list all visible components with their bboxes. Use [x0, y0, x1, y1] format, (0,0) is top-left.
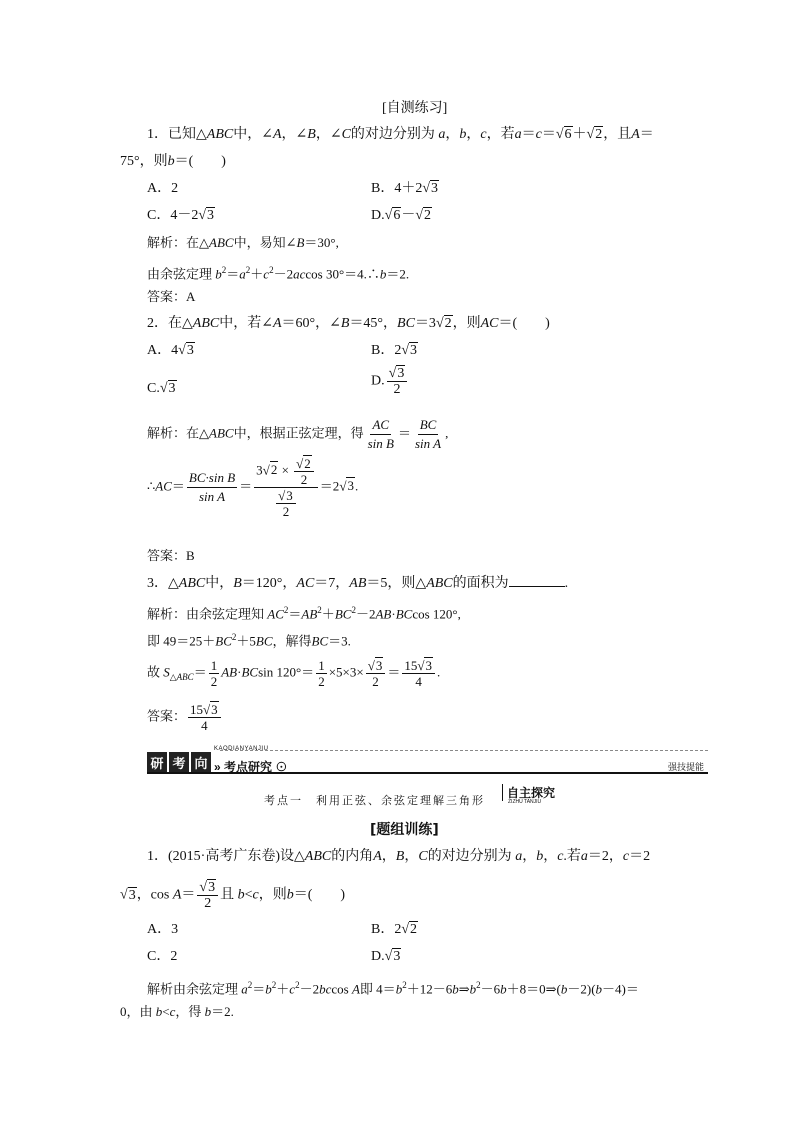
q3-stem: 3．△ABC中，B＝120°，AC＝7，AB＝5，则△ABC的面积为 .: [147, 576, 569, 591]
s2q1-solution-line1: 解析由余弦定理 $a^2=b^2+c^2-2bccos$ A即 $4=b^2+12-6b\Rightarrow b^2-6b+8=0\Rightarrow(b-2)(b-4)=$: [147, 980, 639, 997]
banner-right-label: 强技提能: [668, 762, 705, 772]
q2-option-d: D. $\frac{√3}{2}$: [371, 366, 409, 397]
s2q1-option-b: B．2√2: [371, 922, 418, 937]
q1-line2: 75°，则b＝( ): [120, 154, 226, 169]
q3-answer: 答案： $\frac{15√3}{4}$: [147, 702, 223, 733]
q1-solution-line1: 解析：在△ABC中，易知∠B＝30°,: [147, 235, 339, 250]
banner-underline: [147, 772, 708, 774]
q2-solution-line1: 解析：在△ABC中，根据正弦定理，得 $\frac{AC}{\text{sin B}}$ ＝ $\frac{BC}{\text{sin A}}$ ,: [147, 417, 449, 451]
q1-option-a: A．2: [147, 181, 179, 196]
s2q1-line2: √3，cos A＝ $\frac{√3}{2}$ 且 b<c，则b＝( ): [120, 880, 346, 911]
q2-option-a: A．4√3: [147, 343, 194, 358]
banner-pinyin: KAODIANYANJIU: [214, 746, 269, 752]
q2-option-b: B．2√3: [371, 343, 418, 358]
banner-char-3: 向: [191, 752, 211, 772]
q3-solution-line1: 解析：由余弦定理知 $AC^2=AB^2+BC^2-2AB\cdot BCcos$ 120°,: [147, 605, 461, 622]
s2q1-line1: 1．(2015·高考广东卷)设△ABC的内角A，B，C的对边分别为 a，b，c.若a＝2，c＝2: [147, 849, 651, 864]
q1-solution-line2: 由余弦定理 $b^2=a^2+c^2-2accos$ 30°＝4.∴b＝2.: [147, 265, 410, 282]
s2q1-option-d: D.√3: [371, 949, 401, 964]
banner-char-1: 研: [147, 752, 167, 772]
topic-heading: 考点一 利用正弦、余弦定理解三角形: [264, 794, 485, 807]
section-title: [自测练习]: [382, 101, 448, 116]
q3-solution-line3: 故 $S_{\triangle ABC}=$ $\frac{1}{2}$ AB·BCsin 120°＝ $\frac{1}{2}$ ×5×3× $\frac{√3}{2}$ ＝ $\frac{15√3}{4}$ .: [147, 658, 441, 689]
topic-tag-pinyin: ZIZHU TANJIU: [508, 799, 542, 805]
subsection-title: [题组训练]: [370, 822, 439, 838]
q2-answer: 答案：B: [147, 548, 195, 563]
q1-option-b: B．4＋2√3: [371, 181, 439, 196]
q2-solution-line2: ∴AC＝ $\frac{\text{BC·sin B}}{\text{sin A}}$ ＝ 3√2 × $\frac{√2}{2}$ $\frac{√3}{2}$ ＝2√3.: [147, 456, 359, 519]
q1-answer: 答案：A: [147, 289, 196, 304]
topic-tag: 自主探究: [502, 784, 555, 801]
s2q1-option-a: A．3: [147, 922, 179, 937]
q1-option-c: C．4－2√3: [147, 208, 215, 223]
banner-logo: [147, 752, 213, 772]
answer-blank[interactable]: [509, 574, 565, 587]
q3-solution-line2: 即 $49=25+BC^2+5BC$，解得BC＝3.: [147, 632, 351, 649]
q2-stem: 2．在△ABC中，若∠A＝60°，∠B＝45°，BC＝3√2，则AC＝( ): [147, 316, 550, 331]
q1-option-d: D.√6－√2: [371, 208, 431, 223]
banner-char-2: 考: [169, 752, 189, 772]
q2-option-c: C.√3: [147, 381, 176, 396]
banner-label: » 考点研究 ⊙: [214, 760, 288, 774]
s2q1-solution-line2: 0，由 b<c，得 b＝2.: [120, 1004, 234, 1019]
q1-line1: 1．已知△ABC中，∠A，∠B，∠C的对边分别为 a，b，c，若a＝c＝√6＋√2，且A＝: [147, 127, 654, 142]
s2q1-option-c: C．2: [147, 949, 178, 964]
banner-dashed-line: [220, 750, 708, 751]
